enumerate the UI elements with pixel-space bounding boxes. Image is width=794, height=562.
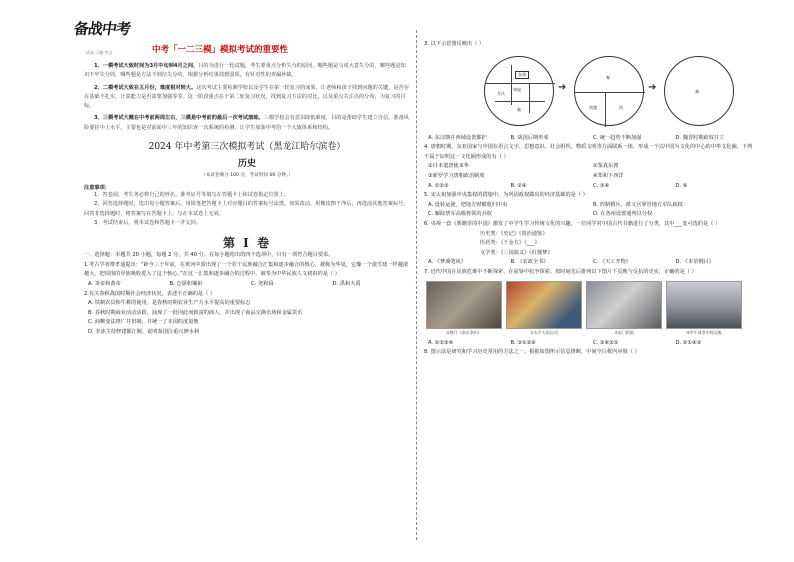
photo-taiping xyxy=(506,281,582,335)
intro-lead: 3、三模考试大概在中考前两周左右，三模是中考前的最后一次考试演练。 xyxy=(94,115,264,122)
section-juan: 第 I 卷 xyxy=(223,236,271,251)
photo-treaty xyxy=(426,281,502,335)
logo-sub: 试卷·习题·考点 xyxy=(86,50,113,55)
q6-book-table xyxy=(480,230,754,259)
notice-item: 1、答卷前，考生务必将自己的姓名、准考证号等填写在答题卡上和试卷指定位置上。 xyxy=(94,192,290,199)
q3-stem: 3. 以下示意图反映出（ ） xyxy=(424,41,485,47)
diagram-circle-unified xyxy=(664,56,734,126)
q3-option[interactable]: C. 统一趋势不断加强 xyxy=(593,134,642,141)
notice-heading: 注意事项： xyxy=(84,185,110,192)
map-label: 东胡 xyxy=(515,71,529,79)
q4-option[interactable]: B. ②④ xyxy=(510,182,527,189)
intro-text: 这次考试主要检测学校以及学生在第一轮复习的成果，让老师和孩子找到问题的关键，是否存在基础不扎实，计算能力是否需要加强等等。这一阶段重点在于第二轮复习状况，找到复习方法的对比，以及重点关注点的分布，为复习的目标。 xyxy=(84,84,409,110)
notice-item: 2、回答选择题时，选出每小题答案后，用铅笔把答题卡上对应题目的答案标号涂黑。如需改动，用橡皮擦干净后，再选涂其他答案标号。回答非选择题时，将答案写在答题卡上。写在本试卷上无效。 xyxy=(84,201,409,217)
map-label: 南越 xyxy=(589,104,597,110)
column-divider xyxy=(416,30,417,540)
q6-option[interactable]: A. 《梦溪笔谈》 xyxy=(428,259,466,266)
q3-diagram xyxy=(424,54,754,130)
q6-row: 历史类：《史记》《资治通鉴》 xyxy=(480,230,548,237)
q6-options xyxy=(424,258,754,268)
logo-brand: 备战中考 xyxy=(72,20,132,38)
left-column xyxy=(84,62,410,338)
q5-option[interactable]: A. 设转运使，把地方财赋收归中央 xyxy=(428,201,508,208)
q8-stem: 8. 图示法是研究和学习历史常用的方法之一。根据如图所示信息推断，中间空白框内应填（ ） xyxy=(424,349,640,356)
map-label: 秦 xyxy=(606,74,610,80)
q7-option[interactable]: B. ③①②④ xyxy=(510,339,536,346)
banner-title: 中考「一二三模」模拟考试的重要性 xyxy=(152,45,289,55)
logo xyxy=(72,18,144,55)
exam-subject: 历史 xyxy=(237,159,256,170)
q7-photos xyxy=(426,281,754,335)
notice-item: 3、考试结束后，将本试卷和答题卡一并交回。 xyxy=(94,219,202,226)
map-label: 西 xyxy=(619,104,623,110)
q7-options xyxy=(424,339,754,349)
q3-option[interactable]: D. 魏晋时期政权并立 xyxy=(675,134,725,141)
q6-option[interactable]: D. 《本草纲目》 xyxy=(675,259,714,266)
photo-zhiyuan xyxy=(666,281,742,335)
q4-option[interactable]: C. ③④ xyxy=(593,182,610,189)
q7-option[interactable]: A. ①②③④ xyxy=(428,339,454,346)
map-label: 秦 xyxy=(517,106,521,112)
photo-caption: ①签订《南京条约》 xyxy=(446,329,482,335)
question-option[interactable]: C. 商鞅变法推广井田制，并统一了本国的度量衡 xyxy=(88,319,199,326)
q4-option[interactable]: D. ④ xyxy=(675,182,688,189)
q5-option[interactable]: D. 在各州设置通判以分权 xyxy=(593,211,653,218)
notice-list xyxy=(84,191,410,228)
right-column xyxy=(424,40,754,358)
q3-option[interactable]: A. 东汉朝在西域设置都护 xyxy=(428,134,487,141)
exam-meta: （本试卷满分 100 分，考试时间 60 分钟。） xyxy=(201,173,293,179)
left-questions xyxy=(84,261,410,338)
q5-stem: 5. 宋太祖加强中央集权的措施中，为巩固政权做出的经济基础的是（ ） xyxy=(424,192,588,199)
q3-option[interactable]: B. 战国后期形成 xyxy=(510,134,549,141)
photo-humen xyxy=(586,281,662,335)
question-option[interactable]: A. 炎帝和黄帝 xyxy=(88,281,121,288)
photo-caption: ③虎门销烟 xyxy=(614,329,634,335)
intro-text: 三模学校会有意识降低难度，目的是帮助学生建立自信，准备风险要挂中上水平，主要也是对前面中三年的知识查一次系统的检测，让学生加油中考的一个大致体系和结构。 xyxy=(84,115,409,131)
q5-option[interactable]: C. 解除禁军高级将领的兵权 xyxy=(428,211,492,218)
q7-stem: 7. 近代中国在民族危难中不断探索，在屈辱中抗争探索。按时间先后排列以下图片下反映与反抗的史实，正确的是（ ） xyxy=(424,268,697,275)
photo-caption: ④甲午战争中致远舰 xyxy=(686,329,722,335)
diagram-circle-division xyxy=(574,56,644,126)
q7-option[interactable]: D. ②①④③ xyxy=(675,339,702,346)
question-stem: 1.考古学者费孝通提出：“距今三千年前，在黄河中游出现了一个若干民族融合汇集和逐步融合的核心，被称为华夏，它像一个滚雪球一样越滚越大，把周围的异族吸收进入了这个核心。”在这一汇集和逐步融合的过程中，被奉为中华民族人文初祖的是（ ） xyxy=(84,261,409,278)
q4-items xyxy=(424,162,754,181)
q5-options xyxy=(424,201,754,220)
q4-item: ④郑和下西洋 xyxy=(593,172,624,179)
q4-item: ②鉴真东渡 xyxy=(593,163,619,170)
photo-caption: ②太平天国运动 xyxy=(530,329,558,335)
q5-option[interactable]: B. 控制精兵，派文官掌管地方军队政权 xyxy=(593,201,683,208)
question-stem: 2.有关春秋战国时期社会经济状况，表述不正确的是（ ） xyxy=(84,290,216,297)
question-options xyxy=(84,280,410,290)
intro-paragraph xyxy=(84,62,410,81)
map-label: 秦 xyxy=(695,88,699,94)
intro-lead: 1、一模考试大致时间为3月中旬到4月之间， xyxy=(94,63,199,69)
q6-row: 文学类：《三国演义》《红楼梦》 xyxy=(480,249,553,256)
q4-options xyxy=(424,182,754,192)
question-options xyxy=(84,299,410,337)
map-label: 月氏 xyxy=(497,90,505,96)
q3-options xyxy=(424,134,754,144)
q6-row: 医药类：《千金方》《___》 xyxy=(480,240,540,247)
map-label: 匈奴 xyxy=(513,86,521,92)
q6-option[interactable]: B. 《农政全书》 xyxy=(510,259,549,266)
q6-option[interactable]: C. 《天工开物》 xyxy=(593,259,632,266)
arrow-icon: ➔ xyxy=(648,81,657,93)
diagram-circle-map xyxy=(484,56,554,126)
intro-section xyxy=(84,62,410,133)
intro-paragraph xyxy=(84,114,410,133)
section-instructions: 一、选择题：本题共 20 小题，每题 2 分，共 40 分。在每小题给出的四个选项中，只有一项符合题目要求。 xyxy=(84,252,334,259)
question-option[interactable]: D. 禹和大禹 xyxy=(332,281,361,288)
q4-item: ①日本遣唐使来华 xyxy=(428,163,469,170)
exam-title: 2024 年中考第三次模拟考试（黑龙江哈尔滨卷） xyxy=(148,142,346,153)
question-option[interactable]: A. 铁制农具和牛耕的使用，是春秋时期农业生产力水平提高的重要标志 xyxy=(88,300,251,307)
q4-item: ③新罗学习唐朝政治制度 xyxy=(428,172,485,179)
intro-lead: 2、二模考试大致在五月份，难度相对较大。 xyxy=(94,84,197,91)
question-option[interactable]: C. 尧和舜 xyxy=(251,281,274,288)
question-option[interactable]: B. 春秋时期商业活动活跃，涌现了一批因此而致富的商人，并出现了商品交换市场和金属货币 xyxy=(88,309,303,316)
arrow-icon: ➔ xyxy=(558,81,567,93)
q4-stem: 4. 唐朝时期，东亚国家与中国在语言文字、思想意识、社会组织、物质文明等方面联系一体，形成一个以中国为文化的中心的中华文化圈。下列不属于证明这一文化圈形成的有（ ） xyxy=(424,144,753,160)
intro-paragraph xyxy=(84,84,410,112)
q7-option[interactable]: C. ③④②① xyxy=(593,339,619,346)
q6-stem: 6. 央视一套《典籍里的中国》激发了中学生学习传统文化的兴趣，一位同学对中国古代书籍进行了分类，其中___处可选的是（ ） xyxy=(424,220,721,227)
question-option[interactable]: B. 仓颉和嫘祖 xyxy=(169,281,203,288)
question-option[interactable]: D. 李冰主持修建都江堰，说明秦国注重兴修水利 xyxy=(88,329,200,336)
q4-option[interactable]: A. ①②③ xyxy=(428,182,449,189)
intro-text: 目的为进行一轮试题，考生要重点分析失分的原因，哪些题是马虎大意失分的，哪些题是知识不牢失分的，哪些题是方法不到位失分的。根据分析结果找到弱项，有针对性的查漏补缺。 xyxy=(84,63,406,79)
